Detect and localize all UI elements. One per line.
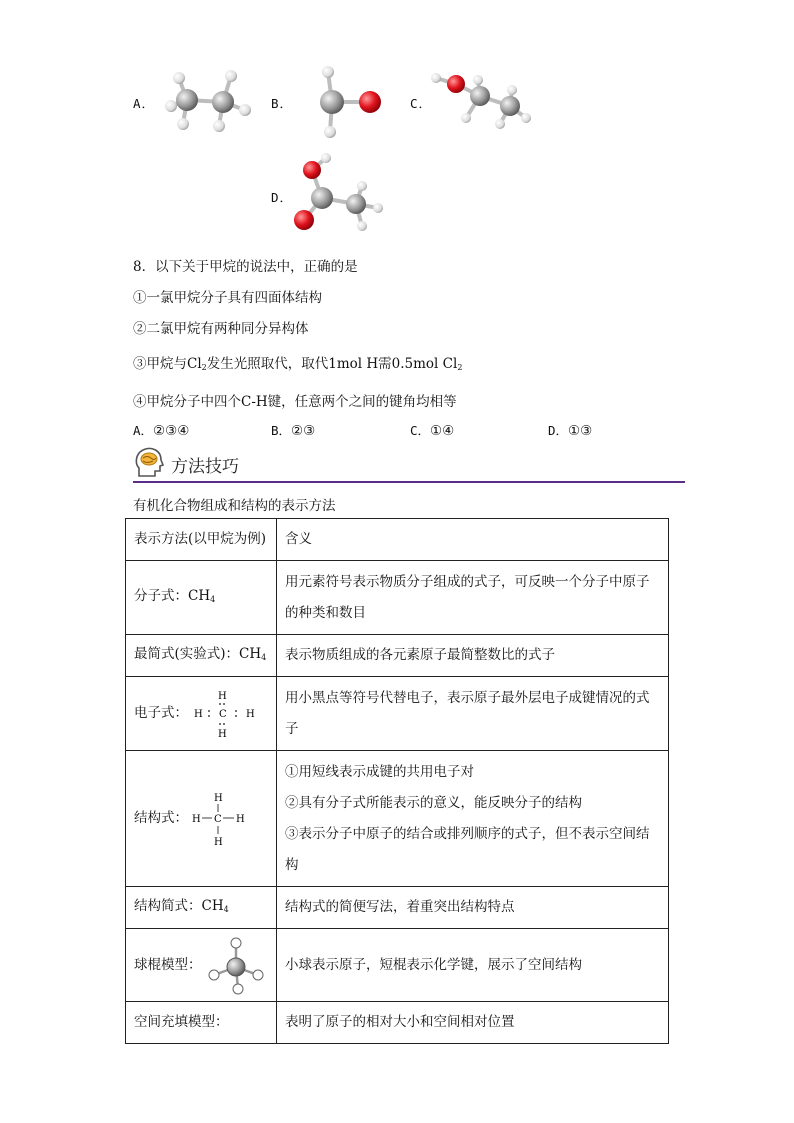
header-meaning: 含义 xyxy=(277,519,669,561)
option-d-label: D． xyxy=(271,190,294,205)
brain-head-icon xyxy=(133,446,165,480)
table-row xyxy=(126,887,669,929)
formaldehyde-model-icon xyxy=(292,62,384,138)
cell-condensed-meaning: 结构式的简便写法，着重突出结构特点 xyxy=(277,887,669,929)
table-row xyxy=(126,1002,669,1044)
representation-table xyxy=(125,518,669,1044)
svg-text:H: H xyxy=(236,813,245,825)
statement-4: ④甲烷分子中四个C-H键，任意两个之间的键角均相等 xyxy=(133,394,457,410)
statement-3: ③甲烷与$Cl_2$发生光照取代，取代1mol H需0.5mol $Cl_2$ xyxy=(133,356,463,372)
section-title: 方法技巧 xyxy=(171,457,239,477)
choice-d[interactable]: D．①③ xyxy=(548,423,593,439)
svg-text:H: H xyxy=(192,813,201,825)
question-8-stem: 8．以下关于甲烷的说法中，正确的是 xyxy=(133,259,358,275)
cell-electron-meaning: 用小黑点等符号代替电子，表示原子最外层电子成键情况的式子 xyxy=(277,677,669,751)
cell-condensed-label: 结构简式：$CH_4$ xyxy=(126,887,277,929)
statement-1: ①一氯甲烷分子具有四面体结构 xyxy=(133,290,322,306)
option-b-label: B． xyxy=(271,96,294,111)
section-divider xyxy=(133,481,685,483)
cell-molecular-meaning: 用元素符号表示物质分子组成的式子，可反映一个分子中原子的种类和数目 xyxy=(277,561,669,635)
ethanol-model-icon xyxy=(430,68,534,134)
acetic-acid-model-icon xyxy=(290,150,386,238)
methane-ball-stick-icon xyxy=(206,935,266,995)
svg-text:C: C xyxy=(214,813,222,825)
structural-formula-icon xyxy=(192,791,248,847)
svg-text:H: H xyxy=(246,708,255,720)
ethane-model-icon xyxy=(165,64,253,134)
electron-formula-icon xyxy=(192,688,256,740)
choice-b[interactable]: B．②③ xyxy=(271,423,316,439)
table-row xyxy=(126,929,669,1002)
table-row xyxy=(126,561,669,635)
option-c-label: C． xyxy=(410,96,433,111)
table-header-row xyxy=(126,519,669,561)
table-row xyxy=(126,635,669,677)
cell-ballstick-meaning: 小球表示原子，短棍表示化学键，展示了空间结构 xyxy=(277,929,669,1002)
cell-spacefill-meaning: 表明了原子的相对大小和空间相对位置 xyxy=(277,1002,669,1044)
svg-text:H: H xyxy=(218,728,227,740)
table-row xyxy=(126,751,669,887)
choice-a[interactable]: A．②③④ xyxy=(133,423,190,439)
cell-ballstick-label: 球棍模型： xyxy=(126,929,277,1002)
svg-text:H: H xyxy=(214,836,223,847)
cell-electron-label: 电子式： H H C H H xyxy=(126,677,277,751)
cell-simplest-label: 最简式(实验式)：$CH_4$ xyxy=(126,635,277,677)
cell-structural-label: 结构式： H H C H H xyxy=(126,751,277,887)
option-a-label: A． xyxy=(133,96,156,111)
cell-structural-meaning: ①用短线表示成键的共用电子对 ②具有分子式所能表示的意义，能反映分子的结构 ③表示分子中原子的结合或排列顺序的式子，但不表示空间结构 xyxy=(277,751,669,887)
table-caption: 有机化合物组成和结构的表示方法 xyxy=(133,498,336,514)
cell-simplest-meaning: 表示物质组成的各元素原子最简整数比的式子 xyxy=(277,635,669,677)
header-method: 表示方法(以甲烷为例) xyxy=(126,519,277,561)
choice-c[interactable]: C．①④ xyxy=(410,423,455,439)
cell-molecular-label: 分子式：$CH_4$ xyxy=(126,561,277,635)
svg-text:H: H xyxy=(214,792,223,804)
cell-spacefill-label: 空间充填模型： xyxy=(126,1002,277,1044)
svg-text:C: C xyxy=(219,708,227,720)
table-row xyxy=(126,677,669,751)
svg-text:H: H xyxy=(218,690,227,702)
svg-text:H: H xyxy=(194,708,203,720)
statement-2: ②二氯甲烷有两种同分异构体 xyxy=(133,321,309,337)
